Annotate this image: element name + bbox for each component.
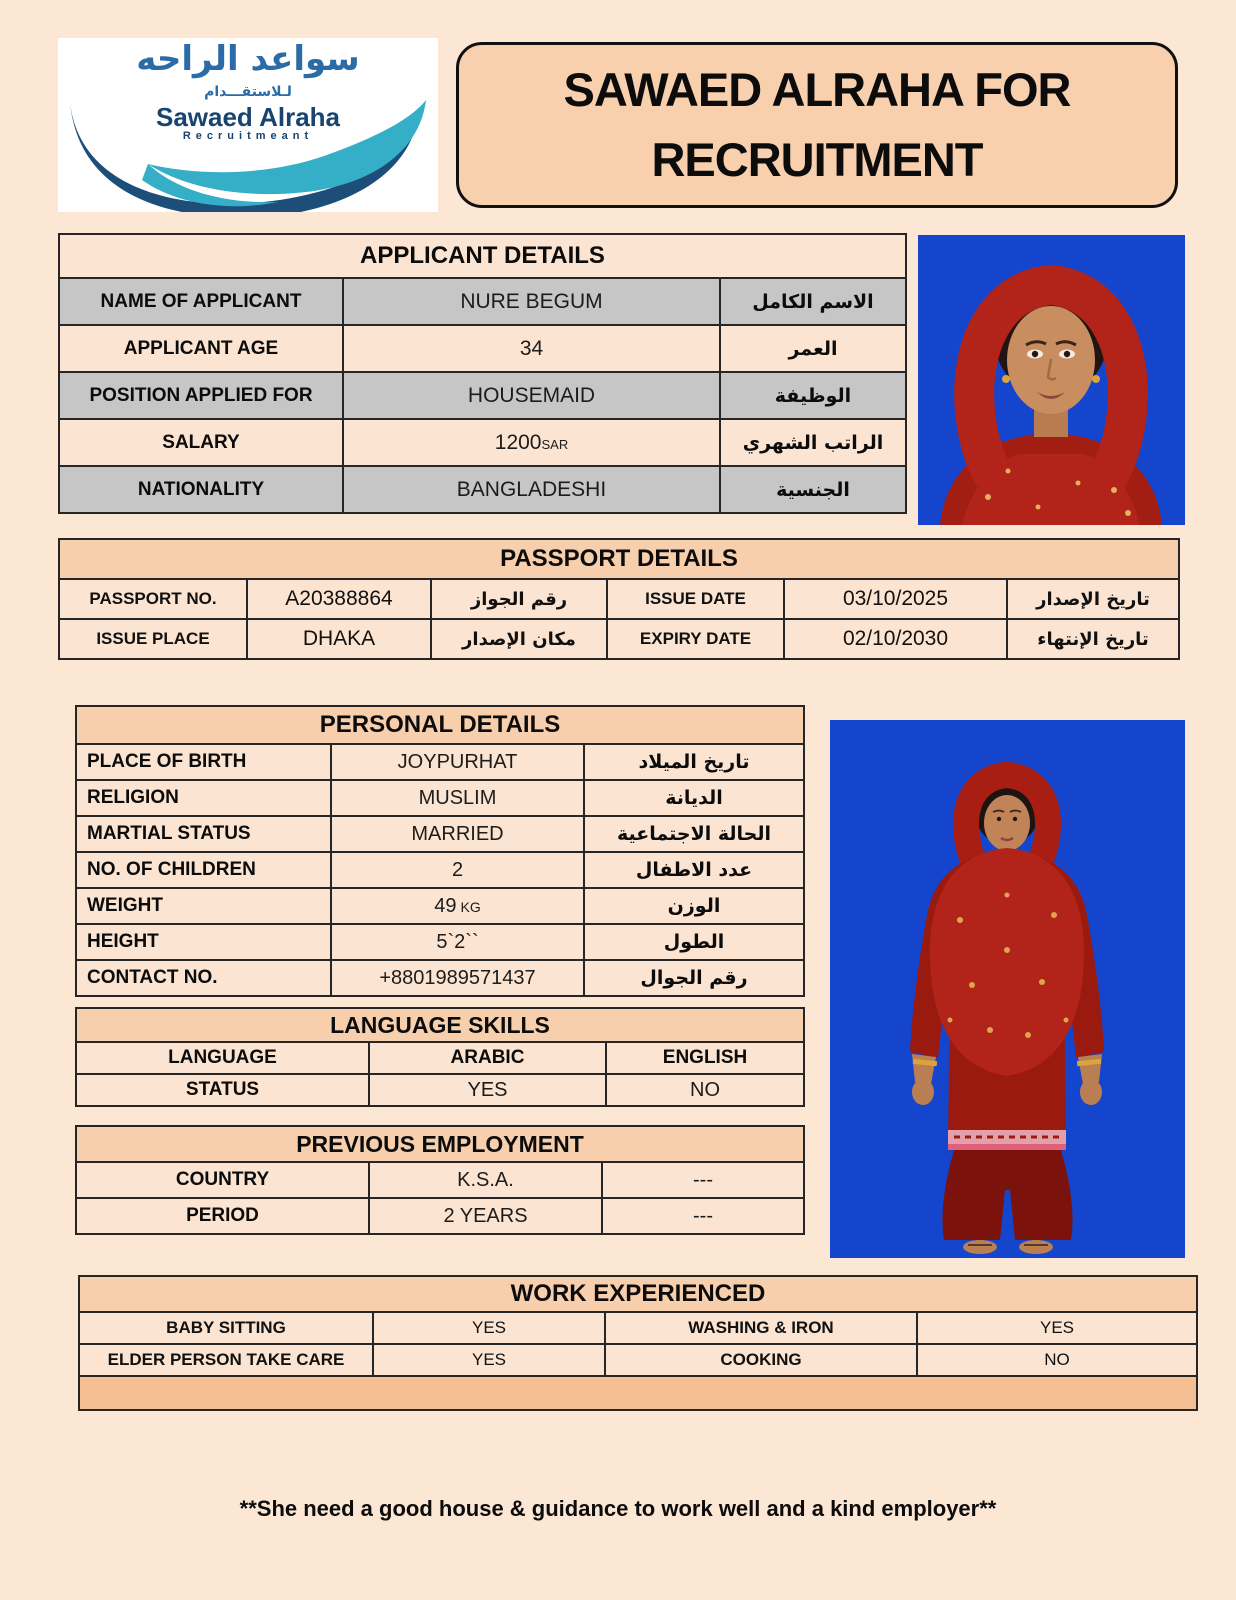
value-cell: NURE BEGUM	[343, 278, 720, 325]
value-cell: HOUSEMAID	[343, 372, 720, 419]
value-cell	[331, 888, 584, 924]
logo-english-name: Sawaed Alraha	[155, 102, 340, 132]
label-cell: PLACE OF BIRTH	[76, 744, 331, 780]
table-row	[59, 278, 906, 325]
label-cell: WEIGHT	[76, 888, 331, 924]
previous-employment-table	[75, 1125, 805, 1235]
section-title-previous-employment: PREVIOUS EMPLOYMENT	[76, 1126, 804, 1162]
section-title-work-experienced: WORK EXPERIENCED	[79, 1276, 1197, 1312]
empty-footer-row	[79, 1376, 1197, 1410]
label-cell: CONTACT NO.	[76, 960, 331, 996]
value-cell: YES	[373, 1344, 605, 1376]
table-row	[79, 1312, 1197, 1344]
arabic-cell: العمر	[720, 325, 906, 372]
arabic-cell: الجنسية	[720, 466, 906, 513]
arabic-cell: الاسم الكامل	[720, 278, 906, 325]
arabic-cell: تاريخ الإنتهاء	[1007, 619, 1179, 659]
language-skills-table	[75, 1007, 805, 1107]
table-row	[79, 1376, 1197, 1410]
label-cell: NATIONALITY	[59, 466, 343, 513]
table-row	[76, 1008, 804, 1042]
label-cell: SALARY	[59, 419, 343, 466]
arabic-cell: الراتب الشهري	[720, 419, 906, 466]
label-cell: ISSUE DATE	[607, 579, 784, 619]
table-row	[76, 1042, 804, 1074]
arabic-cell: تاريخ الميلاد	[584, 744, 804, 780]
label-cell: MARTIAL STATUS	[76, 816, 331, 852]
label-cell: RELIGION	[76, 780, 331, 816]
weight-unit: KG	[460, 898, 481, 915]
personal-details-block	[75, 705, 805, 1235]
section-title-passport-details: PASSPORT DETAILS	[59, 539, 1179, 579]
weight-amount: 49	[434, 894, 457, 917]
section-title-personal-details: PERSONAL DETAILS	[76, 706, 804, 744]
applicant-full-body-photo	[830, 720, 1185, 1258]
salary-currency: SAR	[541, 436, 569, 452]
table-row	[79, 1276, 1197, 1312]
value-cell: ---	[602, 1198, 804, 1234]
logo-arabic-subtitle: لـلاستقـــدام	[204, 84, 292, 100]
logo-arabic-name: سواعد الراحه	[136, 39, 360, 79]
value-cell: 2 YEARS	[369, 1198, 602, 1234]
arabic-cell: الوزن	[584, 888, 804, 924]
value-cell: A20388864	[247, 579, 431, 619]
applicant-details-table	[58, 233, 907, 514]
table-row	[76, 960, 804, 996]
table-row	[76, 780, 804, 816]
value-cell: 03/10/2025	[784, 579, 1007, 619]
table-row	[59, 372, 906, 419]
value-cell: JOYPURHAT	[331, 744, 584, 780]
value-cell: NO	[606, 1074, 804, 1106]
value-cell	[343, 419, 720, 466]
page-title-line2: RECRUITMENT	[651, 133, 983, 186]
arabic-cell: مكان الإصدار	[431, 619, 607, 659]
table-row	[76, 852, 804, 888]
arabic-cell: الطول	[584, 924, 804, 960]
applicant-portrait-photo	[918, 235, 1185, 525]
table-row	[76, 816, 804, 852]
label-cell: COOKING	[605, 1344, 917, 1376]
personal-details-table	[75, 705, 805, 997]
passport-details-table	[58, 538, 1180, 660]
arabic-cell: الوظيفة	[720, 372, 906, 419]
table-row	[76, 888, 804, 924]
footer-note: **She need a good house & guidance to work well and a kind employer**	[239, 1496, 997, 1521]
value-cell: YES	[917, 1312, 1197, 1344]
arabic-cell: رقم الجواز	[431, 579, 607, 619]
value-cell: K.S.A.	[369, 1162, 602, 1198]
work-experienced-table	[78, 1275, 1198, 1411]
table-row	[59, 619, 1179, 659]
table-row	[59, 325, 906, 372]
value-cell: ---	[602, 1162, 804, 1198]
label-cell: COUNTRY	[76, 1162, 369, 1198]
table-row	[76, 1162, 804, 1198]
page-title	[456, 42, 1178, 208]
label-cell: LANGUAGE	[76, 1042, 369, 1074]
label-cell: NAME OF APPLICANT	[59, 278, 343, 325]
label-cell: HEIGHT	[76, 924, 331, 960]
table-row	[76, 1198, 804, 1234]
page-title-line1: SAWAED ALRAHA FOR	[563, 62, 1071, 116]
arabic-cell: تاريخ الإصدار	[1007, 579, 1179, 619]
label-cell: POSITION APPLIED FOR	[59, 372, 343, 419]
label-cell: ELDER PERSON TAKE CARE	[79, 1344, 373, 1376]
label-cell: ISSUE PLACE	[59, 619, 247, 659]
label-cell: STATUS	[76, 1074, 369, 1106]
label-cell: PASSPORT NO.	[59, 579, 247, 619]
value-cell: 34	[343, 325, 720, 372]
label-cell: BABY SITTING	[79, 1312, 373, 1344]
arabic-cell: الحالة الاجتماعية	[584, 816, 804, 852]
label-cell: PERIOD	[76, 1198, 369, 1234]
label-cell: EXPIRY DATE	[607, 619, 784, 659]
value-cell: 02/10/2030	[784, 619, 1007, 659]
table-row	[76, 1074, 804, 1106]
table-row	[59, 539, 1179, 579]
table-row	[59, 234, 906, 278]
value-cell: 2	[331, 852, 584, 888]
value-cell: 5`2``	[331, 924, 584, 960]
table-row	[59, 419, 906, 466]
value-cell: YES	[373, 1312, 605, 1344]
value-cell: MUSLIM	[331, 780, 584, 816]
table-row	[79, 1344, 1197, 1376]
label-cell: ARABIC	[369, 1042, 606, 1074]
label-cell: WASHING & IRON	[605, 1312, 917, 1344]
label-cell: NO. OF CHILDREN	[76, 852, 331, 888]
label-cell: APPLICANT AGE	[59, 325, 343, 372]
value-cell: BANGLADESHI	[343, 466, 720, 513]
table-row	[76, 924, 804, 960]
table-row	[76, 744, 804, 780]
value-cell: MARRIED	[331, 816, 584, 852]
label-cell: ENGLISH	[606, 1042, 804, 1074]
salary-amount: 1200	[494, 430, 542, 454]
value-cell: NO	[917, 1344, 1197, 1376]
value-cell: YES	[369, 1074, 606, 1106]
table-row	[76, 706, 804, 744]
section-title-language-skills: LANGUAGE SKILLS	[76, 1008, 804, 1042]
arabic-cell: الديانة	[584, 780, 804, 816]
table-row	[76, 1126, 804, 1162]
agency-logo	[58, 38, 438, 212]
value-cell: +8801989571437	[331, 960, 584, 996]
value-cell: DHAKA	[247, 619, 431, 659]
arabic-cell: رقم الجوال	[584, 960, 804, 996]
arabic-cell: عدد الاطفال	[584, 852, 804, 888]
logo-english-subtitle: Recruitmeant	[182, 130, 314, 142]
table-row	[59, 579, 1179, 619]
section-title-applicant-details: APPLICANT DETAILS	[59, 234, 906, 278]
table-row	[59, 466, 906, 513]
